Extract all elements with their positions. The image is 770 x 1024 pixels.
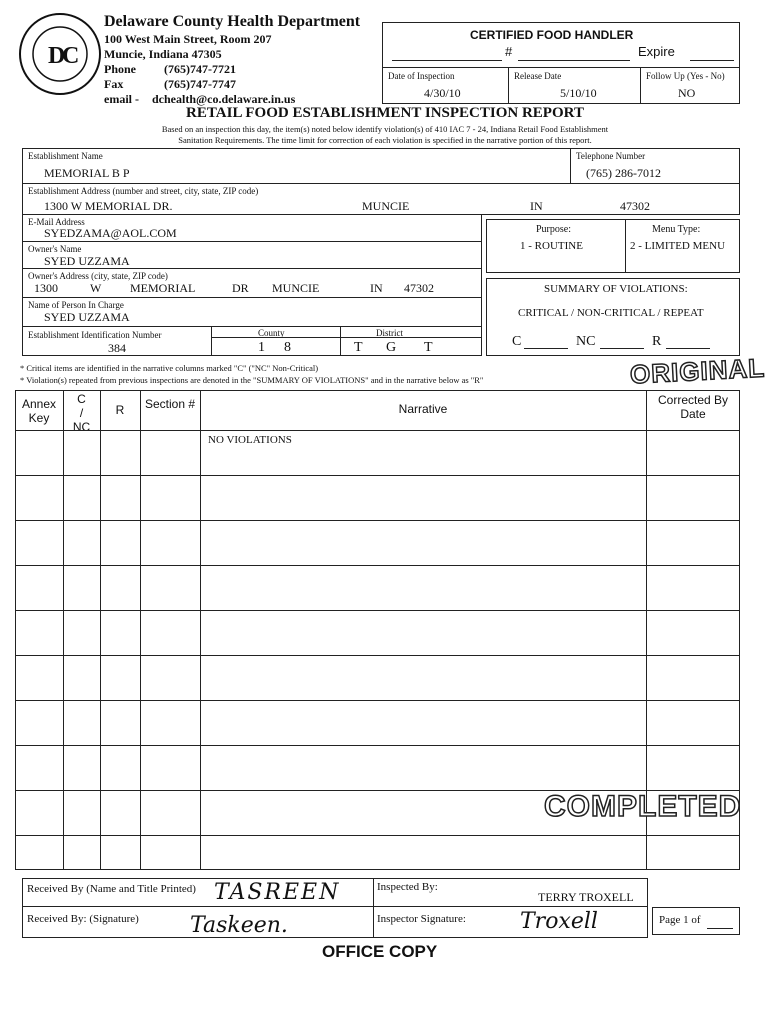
narrative-row-1: NO VIOLATIONS — [208, 434, 292, 446]
col-divider-section — [200, 390, 201, 870]
header-slash: / — [79, 406, 84, 420]
owner-address-number: 1300 — [34, 281, 58, 295]
col-divider-r — [140, 390, 141, 870]
received-signature: Taskeen. — [190, 913, 288, 938]
establishment-address-label: Establishment Address (number and street, city, state, ZIP code) — [28, 186, 259, 196]
establishment-zip: 47302 — [620, 199, 650, 213]
establishment-name-label: Establishment Name — [28, 151, 103, 161]
release-date-label: Release Date — [514, 71, 562, 81]
district-letter-2: G — [386, 340, 397, 355]
row-divider — [15, 430, 740, 431]
report-intro-1: Based on an inspection this day, the item(s) noted below identify violation(s) of 410 IAC 7 - 24, Indiana Retail Food Establishment — [161, 124, 609, 134]
inspector-signature: Troxell — [520, 909, 598, 934]
establishment-state: IN — [530, 199, 543, 213]
certified-number-line[interactable] — [392, 60, 502, 61]
col-divider-cnc — [100, 390, 101, 870]
certified-expire-label: Expire — [638, 44, 675, 59]
row-divider — [15, 475, 740, 476]
row-divider — [15, 610, 740, 611]
purpose-value: 1 - ROUTINE — [520, 240, 583, 252]
certified-number-line-2 — [518, 60, 630, 61]
district-divider — [341, 337, 481, 338]
row-divider — [15, 700, 740, 701]
org-phone-label: Phone — [104, 62, 137, 76]
owner-address-street: MEMORIAL — [130, 281, 196, 295]
owner-address-zip: 47302 — [404, 281, 434, 295]
certified-title: CERTIFIED FOOD HANDLER — [470, 28, 634, 42]
header-narrative: Narrative — [398, 402, 448, 416]
followup-label: Follow Up (Yes - No) — [646, 71, 725, 81]
menu-type-value: 2 - LIMITED MENU — [630, 240, 726, 252]
page-number-total-line[interactable] — [707, 928, 733, 929]
summary-noncritical-label: NC — [576, 334, 596, 349]
org-fax-label: Fax — [104, 77, 124, 91]
establishment-street: 1300 W MEMORIAL DR. — [44, 199, 173, 213]
col-divider-annex — [63, 390, 64, 870]
svg-text:D: D — [48, 43, 66, 69]
county-digit-2: 8 — [284, 340, 291, 355]
note-repeated-violations: * Violation(s) repeated from previous inspections are denoted in the "SUMMARY OF VIOLATIONS" and in the narrative below as "R" — [20, 375, 484, 385]
email-label: E-Mail Address — [28, 217, 85, 227]
office-copy-label: OFFICE COPY — [322, 942, 438, 961]
health-department-logo — [18, 12, 102, 96]
establishment-name: MEMORIAL B P — [44, 166, 130, 180]
inspection-date-label: Date of Inspection — [388, 71, 455, 81]
header-r: R — [115, 403, 125, 417]
owner-address-city: MUNCIE — [272, 281, 320, 295]
summary-repeat-label: R — [652, 334, 662, 349]
received-by-name: TASREEN — [214, 880, 341, 905]
row-divider — [15, 745, 740, 746]
summary-subtitle: CRITICAL / NON-CRITICAL / REPEAT — [518, 307, 704, 319]
report-intro-2: Sanitation Requirements. The time limit for correction of each violation is specified in the narrative portion of this report. — [178, 135, 592, 145]
establishment-name-divider — [570, 148, 571, 184]
row-divider — [15, 565, 740, 566]
purpose-label: Purpose: — [536, 224, 571, 235]
header-corrected-by-date: Corrected By Date — [657, 393, 729, 421]
received-signature-label: Received By: (Signature) — [27, 913, 139, 925]
row-divider — [15, 520, 740, 521]
menu-type-label: Menu Type: — [652, 224, 701, 235]
establishment-phone: (765) 286-7012 — [586, 166, 661, 180]
org-email-label: email - — [104, 92, 139, 106]
owner-label: Owner's Name — [28, 244, 82, 254]
establishment-id: 384 — [108, 341, 126, 355]
completed-stamp: COMPLETED — [544, 790, 742, 823]
org-fax: (765)747-7747 — [164, 77, 236, 91]
certified-number-label: # — [505, 44, 513, 59]
row-divider — [15, 835, 740, 836]
certified-expire-line[interactable] — [690, 60, 734, 61]
summary-title: SUMMARY OF VIOLATIONS: — [544, 283, 688, 295]
header-annex-key: Annex Key — [21, 397, 57, 425]
received-by-label: Received By (Name and Title Printed) — [27, 883, 196, 895]
inspector-signature-label: Inspector Signature: — [377, 913, 466, 925]
county-divider — [212, 337, 340, 338]
org-phone: (765)747-7721 — [164, 62, 236, 76]
summary-noncritical-line[interactable] — [600, 348, 644, 349]
establishment-id-label: Establishment Identification Number — [28, 330, 162, 340]
received-by-divider — [22, 906, 374, 907]
owner-address-state: IN — [370, 281, 383, 295]
summary-critical-line[interactable] — [524, 348, 568, 349]
svg-text:C: C — [62, 43, 80, 69]
owner-address-label: Owner's Address (city, state, ZIP code) — [28, 271, 168, 281]
email-value: SYEDZAMA@AOL.COM — [44, 226, 177, 240]
report-title: RETAIL FOOD ESTABLISHMENT INSPECTION REPORT — [186, 105, 584, 121]
org-address: 100 West Main Street, Room 207 — [104, 32, 272, 46]
district-letter-3: T — [424, 340, 433, 355]
summary-critical-label: C — [512, 334, 522, 349]
row-divider — [15, 655, 740, 656]
person-in-charge-label: Name of Person In Charge — [28, 300, 124, 310]
original-stamp: ORIGINAL — [629, 352, 766, 390]
date-col-divider-2 — [640, 67, 641, 104]
inspected-by-name: TERRY TROXELL — [538, 890, 634, 904]
org-email: dchealth@co.delaware.in.us — [152, 92, 296, 106]
note-critical-items: * Critical items are identified in the narrative columns marked "C" ("NC" Non-Critical) — [20, 363, 319, 373]
inspected-by-divider — [373, 906, 648, 907]
county-label: County — [258, 328, 285, 338]
district-label: District — [376, 328, 403, 338]
inspection-date: 4/30/10 — [424, 86, 461, 100]
followup-value: NO — [678, 86, 696, 100]
org-name: Delaware County Health Department — [104, 13, 361, 30]
establishment-city: MUNCIE — [362, 199, 410, 213]
header-nc: NC — [72, 420, 91, 434]
owner-address-direction: W — [90, 281, 102, 295]
owner-name: SYED UZZAMA — [44, 254, 130, 268]
summary-repeat-line[interactable] — [666, 348, 710, 349]
person-in-charge: SYED UZZAMA — [44, 310, 130, 324]
org-city: Muncie, Indiana 47305 — [104, 47, 222, 61]
header-section: Section # — [144, 397, 196, 411]
inspected-by-label: Inspected By: — [377, 881, 438, 893]
date-col-divider-1 — [508, 67, 509, 104]
county-digit-1: 1 — [258, 340, 265, 355]
owner-address-suffix: DR — [232, 281, 249, 295]
header-c: C — [77, 392, 86, 406]
establishment-phone-label: Telephone Number — [576, 151, 646, 161]
date-row-divider — [382, 67, 740, 68]
release-date: 5/10/10 — [560, 86, 597, 100]
page-number-label: Page 1 of — [659, 914, 701, 926]
district-letter-1: T — [354, 340, 363, 355]
